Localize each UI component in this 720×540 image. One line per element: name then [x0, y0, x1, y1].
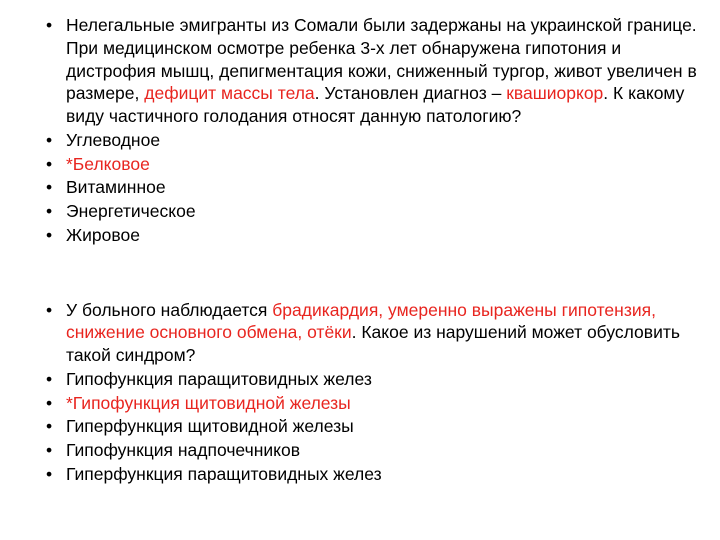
bullet-icon: • [46, 368, 53, 389]
bullet-icon: • [46, 440, 53, 460]
question-block-2 [28, 299, 700, 486]
question-2-stem-text [66, 299, 700, 367]
stem-part-plain-2: . Какое из нарушений может обусловить такой синдром? [66, 322, 680, 365]
stem-part-highlight-2: квашиоркор [506, 83, 604, 104]
bullet-icon: • [46, 201, 53, 221]
question-block-1 [28, 14, 700, 247]
bullet-icon: • [46, 416, 53, 437]
question-2-option-5 [28, 463, 700, 486]
stem-part-plain: Нелегальные эмигранты из Сомали были задержаны на украинской границе. При медицинском осмотре ребенка 3-х лет обнаружена гипотония и дистрофия мышц, депигментация кожи, сниженный тургор, живот увеличен в размере, [66, 15, 697, 104]
option-label: Гиперфункция паращитовидных желез [66, 463, 382, 484]
question-1-stem [28, 14, 700, 128]
option-label: Энергетическое [66, 201, 196, 221]
question-1-option-1 [28, 129, 700, 152]
question-2-option-2 [28, 392, 700, 415]
option-label: Жировое [66, 224, 140, 245]
question-1-option-3 [28, 176, 700, 199]
option-label: Витаминное [66, 177, 166, 198]
stem-part-plain-2: . Установлен диагноз – [314, 83, 507, 104]
stem-part-plain: У больного наблюдается [66, 299, 273, 320]
question-1-option-2 [28, 153, 700, 176]
stem-part-highlight-1: дефицит массы тела [144, 83, 315, 104]
question-2-option-3 [28, 415, 700, 438]
stem-part-plain-3: . К какому виду частичного голодания относят данную патологию? [66, 83, 685, 126]
bullet-icon: • [46, 129, 53, 150]
option-label-correct: *Белковое [66, 153, 150, 174]
question-1-list [28, 14, 700, 247]
bullet-icon: • [46, 177, 53, 198]
question-1-option-4 [28, 200, 700, 223]
bullet-icon: • [46, 392, 53, 413]
bullet-icon: • [46, 224, 53, 245]
bullet-icon: • [46, 153, 53, 174]
option-label-correct: *Гипофункция щитовидной железы [66, 392, 351, 413]
question-1-option-5 [28, 224, 700, 247]
option-label: Гиперфункция щитовидной железы [66, 416, 354, 437]
bullet-icon: • [46, 463, 53, 484]
question-2-list [28, 299, 700, 486]
bullet-icon: • [46, 15, 53, 35]
bullet-icon: • [46, 299, 53, 320]
option-label: Гипофункция надпочечников [66, 440, 301, 460]
option-label: Углеводное [66, 129, 161, 150]
stem-part-highlight-1: брадикардия, умеренно выражены гипотензия, снижение основного обмена, отёки [66, 299, 656, 343]
question-1-stem-text [66, 14, 700, 128]
option-label: Гипофункция паращитовидных желез [66, 368, 372, 389]
question-2-stem [28, 299, 700, 367]
question-2-option-4 [28, 439, 700, 462]
question-2-option-1 [28, 368, 700, 391]
